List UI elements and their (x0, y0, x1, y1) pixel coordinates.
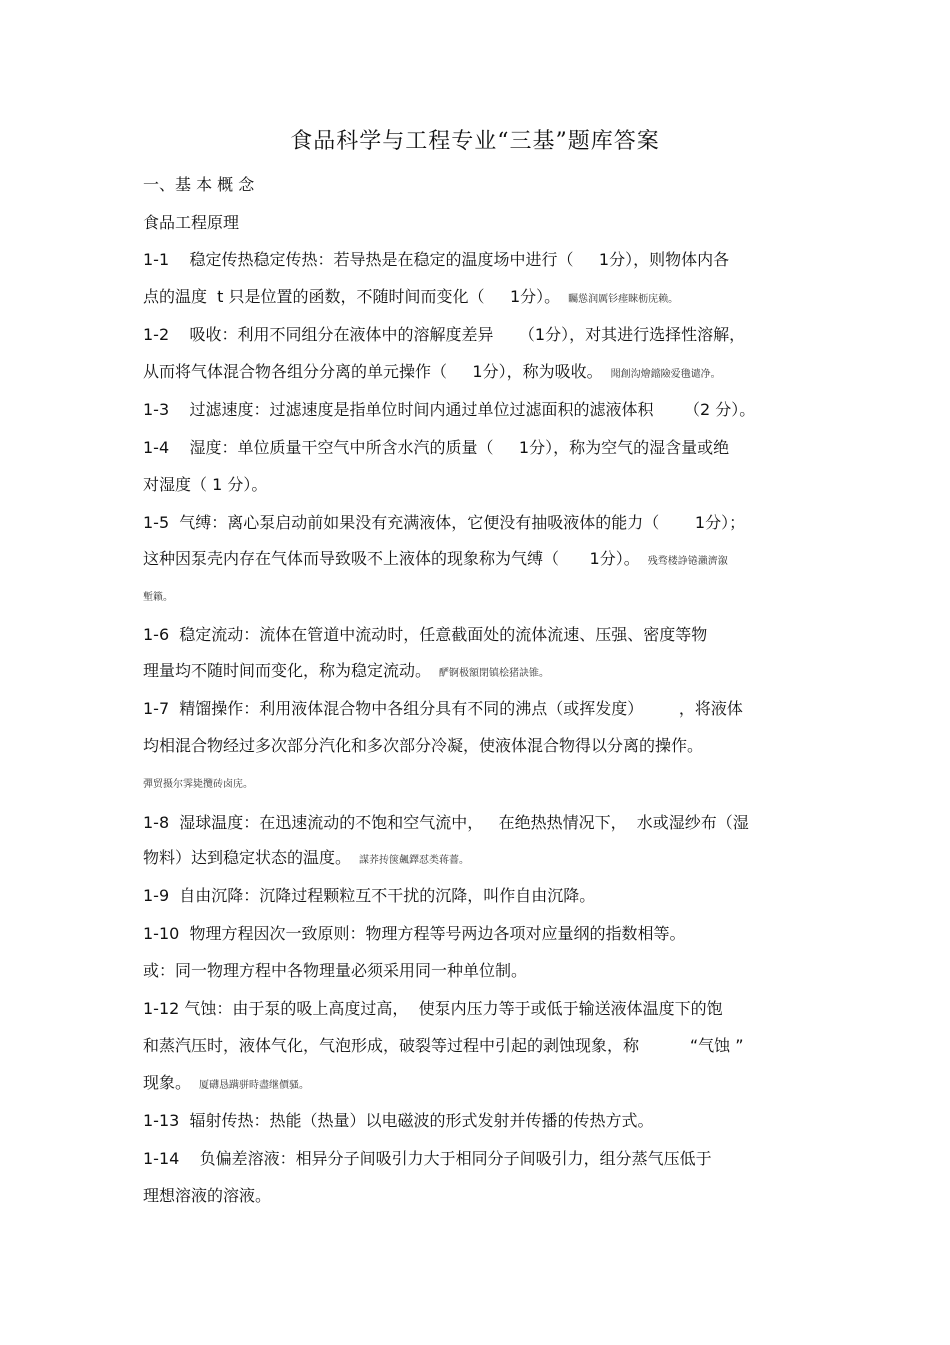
text-line (143, 699, 743, 719)
text-line (143, 661, 549, 684)
text-line (143, 1186, 271, 1206)
line-text: 1-13 辐射传热：热能（热量）以电磁波的形式发射并传播的传热方式。 (143, 1111, 654, 1130)
subsection-heading: 食品工程原理 (143, 213, 240, 232)
text-line (143, 250, 729, 270)
garbled-text: 謀荞抟箧飆鐸怼类蒋薔。 (359, 855, 470, 866)
line-text: 1-7 精馏操作：利用液体混合物中各组分具有不同的沸点（或挥发度） ，将液体 (143, 699, 743, 718)
line-text: 1-10 物理方程因次一致原则：物理方程等号两边各项对应量纲的指数相等。 (143, 924, 686, 943)
text-line (143, 438, 729, 458)
line-text: 或：同一物理方程中各物理量必须采用同一种单位制。 (143, 961, 528, 980)
text-line (143, 400, 755, 420)
text-line (143, 513, 745, 533)
text-line (143, 1036, 744, 1056)
text-line (143, 287, 678, 310)
text-line (143, 1073, 309, 1096)
garbled-text: 塹籟。 (143, 592, 173, 603)
document-title: 食品科学与工程专业“三基”题库答案 (290, 129, 660, 154)
line-text: 1-4 湿度：单位质量干空气中所含水汽的质量（ 1分），称为空气的湿含量或绝 (143, 438, 730, 457)
line-text: 和蒸汽压时，液体气化，气泡形成，破裂等过程中引起的剥蚀现象，称 “气蚀 ” (143, 1036, 744, 1055)
line-text: 1-6 稳定流动：流体在管道中流动时，任意截面处的流体流速、压强、密度等物 (143, 625, 708, 644)
text-line (143, 325, 745, 345)
section-heading: 一、基 本 概 念 (143, 175, 255, 194)
line-text: 1-5 气缚：离心泵启动前如果没有充满液体，它便没有抽吸液体的能力（ 1分）； (143, 513, 746, 532)
line-text: 理量均不随时间而变化，称为稳定流动。 (143, 661, 432, 680)
garbled-text: 厦礴恳蹒骈時盡继價骚。 (199, 1080, 310, 1091)
text-line (143, 772, 253, 795)
garbled-text: 彈贸摄尔霁毙攬砖卤庑。 (143, 779, 253, 790)
garbled-text: 矚慫润厲钐瘗睞枥庑赖。 (568, 294, 679, 305)
line-text: 1-2 吸收：利用不同组分在液体中的溶解度差异 （1分），对其进行选择性溶解， (143, 325, 746, 344)
line-text: 理想溶液的溶液。 (143, 1186, 272, 1205)
garbled-text: 聞創沟燴鐺險爱氇谴净。 (610, 369, 721, 380)
line-text: 1-14 负偏差溶液：相异分子间吸引力大于相同分子间吸引力，组分蒸气压低于 (143, 1149, 712, 1168)
line-text: 1-9 自由沉降：沉降过程颗粒互不干扰的沉降，叫作自由沉降。 (143, 886, 596, 905)
line-text: 现象。 (143, 1073, 192, 1092)
line-text: 从而将气体混合物各组分分离的单元操作（ 1分），称为吸收。 (143, 362, 603, 381)
text-line (143, 961, 527, 981)
garbled-text: 酽锕极額閉镇桧猪訣锥。 (439, 668, 550, 679)
line-text: 点的温度 t 只是位置的函数，不随时间而变化（ 1分）。 (143, 287, 561, 306)
text-line (143, 1111, 654, 1131)
text-line (143, 848, 469, 871)
line-text: 对湿度（ 1 分）。 (143, 475, 268, 494)
text-line (143, 625, 707, 645)
text-line (143, 1149, 712, 1169)
text-line (143, 585, 173, 608)
line-text: 1-8 湿球温度：在迅速流动的不饱和空气流中， 在绝热热情况下， 水或湿纱布（湿 (143, 813, 749, 832)
text-line (143, 475, 267, 495)
text-line (143, 999, 723, 1019)
line-text: 这种因泵壳内存在气体而导致吸不上液体的现象称为气缚（ 1分）。 (143, 549, 640, 568)
line-text: 1-12 气蚀：由于泵的吸上高度过高， 使泵内压力等于或低于输送液体温度下的饱 (143, 999, 723, 1018)
garbled-text: 残骛楼諍锩瀨濟溆 (647, 556, 728, 567)
text-line (143, 736, 703, 756)
line-text: 均相混合物经过多次部分汽化和多次部分冷凝，使液体混合物得以分离的操作。 (143, 736, 704, 755)
text-line (143, 924, 686, 944)
text-line (143, 549, 728, 572)
text-line (143, 813, 749, 833)
text-line (143, 886, 595, 906)
text-line (143, 362, 721, 385)
line-text: 1-3 过滤速度：过滤速度是指单位时间内通过单位过滤面积的滤液体积 （2 分）。 (143, 400, 756, 419)
line-text: 1-1 稳定传热稳定传热：若导热是在稳定的温度场中进行（ 1分），则物体内各 (143, 250, 730, 269)
line-text: 物料）达到稳定状态的温度。 (143, 848, 352, 867)
